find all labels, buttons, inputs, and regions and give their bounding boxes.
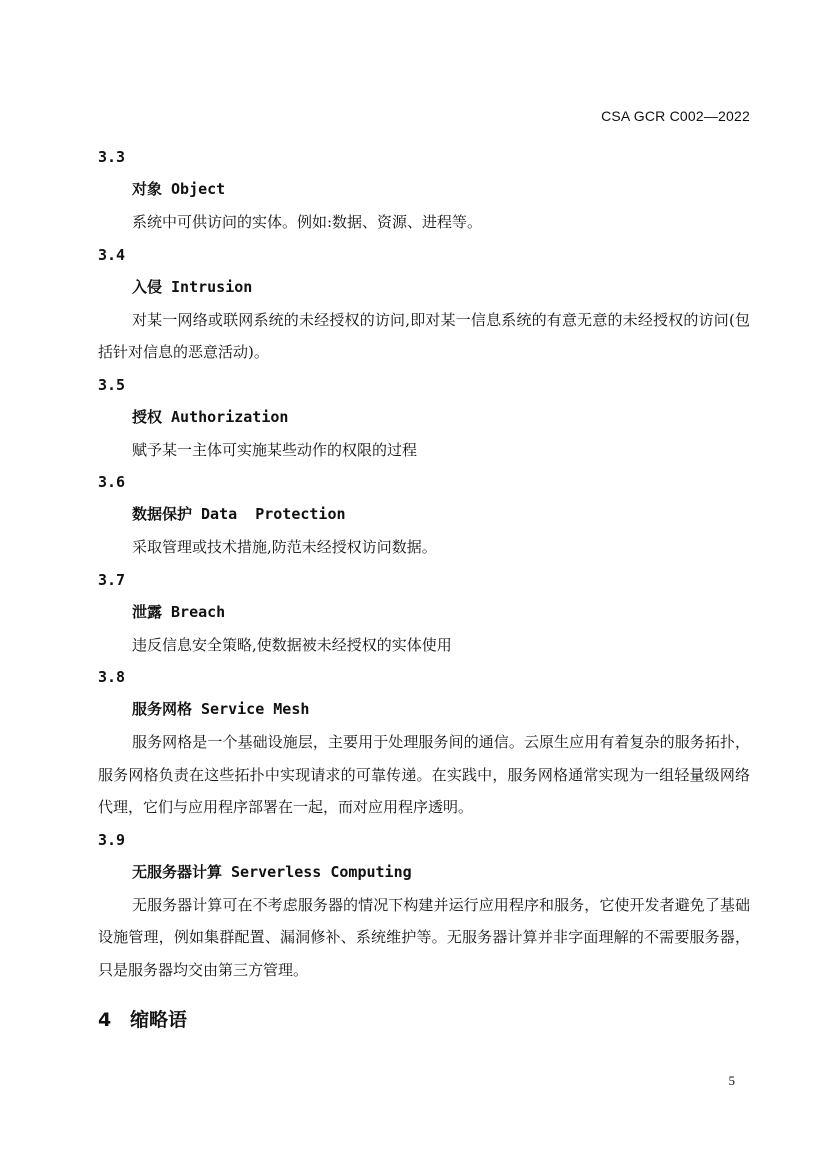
section-heading: [98, 1006, 187, 1034]
definitions-list: [98, 141, 750, 986]
entry-term: 数据保护 Data Protection: [132, 505, 346, 523]
entry-term: 授权 Authorization: [132, 407, 289, 426]
definition-entry: [98, 369, 750, 467]
entry-definition: 赋予某一主体可实施某些动作的权限的过程: [132, 440, 418, 459]
entry-definition: 服务网格是一个基础设施层，主要用于处理服务间的通信。云原生应用有着复杂的服务拓扑，服务网格负责在这些拓扑中实现请求的可靠传递。在实践中，服务网格通常实现为一组轻量级网络代理，它们与应用程序部署在一起，而对应用程序透明。: [98, 733, 750, 816]
definition-entry: [98, 239, 750, 369]
definition-entry: [98, 466, 750, 564]
entry-definition: 采取管理或技术措施,防范未经授权访问数据。: [132, 538, 437, 556]
entry-definition: 对某一网络或联网系统的未经授权的访问,即对某一信息系统的有意无意的未经授权的访问(包括针对信息的恶意活动)。: [98, 310, 750, 361]
entry-number: 3.5: [98, 375, 126, 394]
page-number: 5: [728, 1073, 735, 1088]
entry-definition: 违反信息安全策略,使数据被未经授权的实体使用: [132, 635, 452, 654]
section-number: 4: [98, 1009, 112, 1031]
entry-definition: 系统中可供访问的实体。例如:数据、资源、进程等。: [132, 213, 483, 231]
entry-number: 3.3: [98, 148, 126, 166]
definition-entry: [98, 141, 750, 239]
entry-number: 3.9: [98, 830, 126, 849]
section-title: 缩略语: [130, 1009, 188, 1031]
entry-number: 3.8: [98, 668, 126, 686]
entry-number: 3.4: [98, 245, 126, 264]
entry-term: 对象 Object: [132, 180, 226, 198]
definition-entry: [98, 661, 750, 824]
definition-entry: [98, 824, 750, 987]
entry-term: 泄露 Breach: [132, 602, 226, 621]
entry-definition: 无服务器计算可在不考虑服务器的情况下构建并运行应用程序和服务，它使开发者避免了基础设施管理，例如集群配置、漏洞修补、系统维护等。无服务器计算并非字面理解的不需要服务器，只是服务器均交由第三方管理。: [98, 895, 750, 979]
entry-term: 入侵 Intrusion: [132, 277, 253, 296]
entry-term: 无服务器计算 Serverless Computing: [132, 862, 412, 881]
entry-number: 3.6: [98, 473, 126, 491]
entry-term: 服务网格 Service Mesh: [132, 700, 310, 718]
document-code: CSA GCR C002—2022: [601, 108, 750, 124]
entry-number: 3.7: [98, 570, 126, 589]
definition-entry: [98, 564, 750, 662]
